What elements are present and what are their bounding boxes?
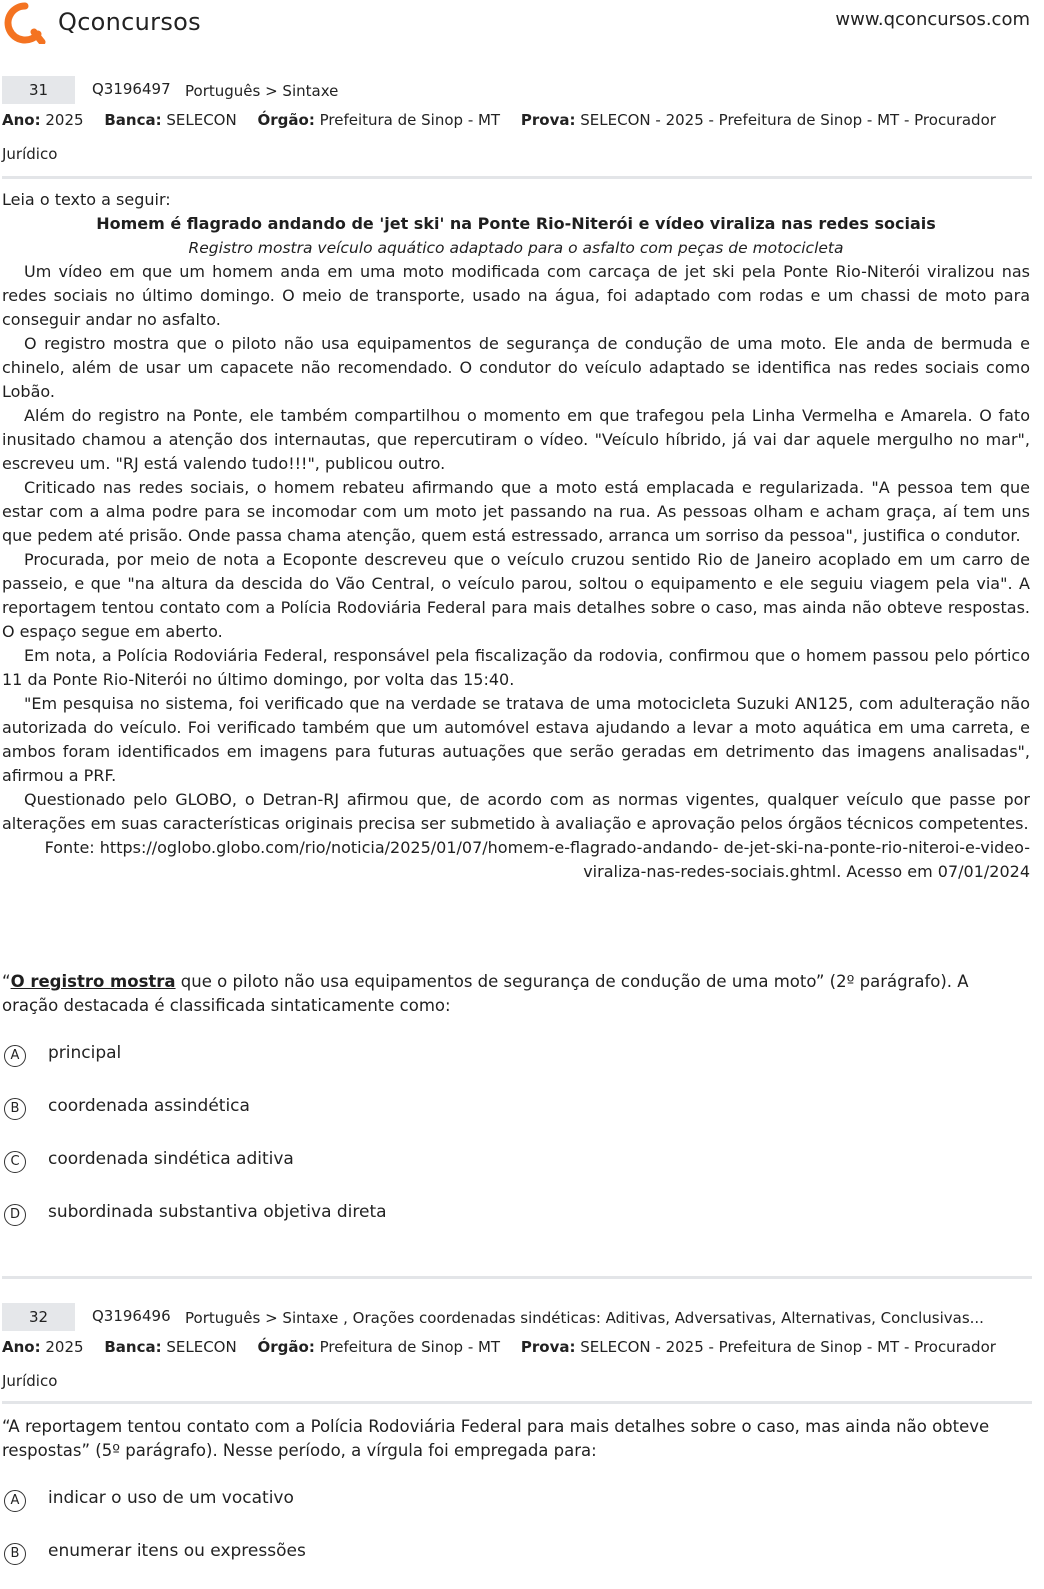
article-paragraph: Além do registro na Ponte, ele também compartilhou o momento em que trafegou pela Linha Vermelha e Amarela. O fato inusitado chamou a atenção dos internautas, que repercutiram o vídeo. "Veículo híbrido, já vai dar aquele mergulho no mar", escreveu um. "RJ está valendo tudo!!!", publicou outro. (2, 406, 1030, 473)
answer-option-d[interactable] (2, 1202, 602, 1228)
option-letter-d[interactable]: D (4, 1204, 26, 1226)
question-header (0, 76, 1034, 176)
article-title: Homem é flagrado andando de 'jet ski' na Ponte Rio-Niterói e vídeo viraliza nas redes sociais (96, 214, 936, 233)
question-id[interactable]: Q3196497 (92, 80, 171, 98)
article-subtitle: Registro mostra veículo aquático adaptado para o asfalto com peças de motocicleta (188, 239, 844, 257)
article-paragraph: O registro mostra que o piloto não usa equipamentos de segurança de condução de uma moto. Ele anda de bermuda e chinelo, além de usar um capacete não recomendado. O condutor do veículo adaptado se identifica nas redes sociais como Lobão. (2, 334, 1030, 401)
option-text[interactable]: coordenada sindética aditiva (48, 1149, 294, 1169)
question-number: 31 (2, 76, 75, 104)
option-text[interactable]: principal (48, 1043, 122, 1063)
option-text[interactable]: indicar o uso de um vocativo (48, 1488, 294, 1508)
option-text[interactable]: subordinada substantiva objetiva direta (48, 1202, 387, 1222)
meta-orgao: Prefeitura de Sinop - MT (319, 1338, 501, 1356)
meta-banca: SELECON (166, 1338, 237, 1356)
divider (2, 176, 1032, 179)
answer-option-a[interactable] (2, 1488, 602, 1514)
option-text[interactable]: enumerar itens ou expressões (48, 1541, 306, 1561)
answer-option-c[interactable] (2, 1149, 602, 1175)
reading-text (2, 188, 1030, 884)
meta-ano: 2025 (45, 1338, 84, 1356)
article-paragraph: Em nota, a Polícia Rodoviária Federal, responsável pela fiscalização da rodovia, confirmou que o homem passou pelo pórtico 11 da Ponte Rio-Niterói no último domingo, por volta das 15:40. (2, 646, 1030, 689)
article-paragraph: Procurada, por meio de nota a Ecoponte descreveu que o veículo cruzou sentido Rio de Janeiro acoplado em um carro de passeio, e que "na altura da descida do Vão Central, o veículo parou, soltou o equipamento e ele seguiu viagem pela via". A reportagem tentou contato com a Polícia Rodoviária Federal para mais detalhes sobre o caso, mas ainda não obteve respostas. O espaço segue em aberto. (2, 550, 1030, 641)
question-meta: Ano: 2025 Banca: SELECON Órgão: Prefeitura de Sinop - MT Prova: SELECON - 2025 - Prefeitura de Sinop - MT - Procurador (2, 111, 996, 129)
question-id[interactable]: Q3196496 (92, 1307, 171, 1325)
option-letter-a[interactable]: A (4, 1490, 26, 1512)
option-letter-c[interactable]: C (4, 1151, 26, 1173)
question-category: Português > Sintaxe (185, 82, 339, 100)
meta-prova-continued: Jurídico (2, 145, 58, 163)
option-letter-b[interactable]: B (4, 1098, 26, 1120)
meta-ano: 2025 (45, 111, 84, 129)
question-category: Português > Sintaxe , Orações coordenadas sindéticas: Aditivas, Adversativas, Alternativas, Conclusivas... (185, 1309, 984, 1327)
article-paragraph: Um vídeo em que um homem anda em uma moto modificada com carcaça de jet ski pela Ponte Rio-Niterói viralizou nas redes sociais no último domingo. O meio de transporte, usado na água, foi adaptado com rodas e um chassi de moto para conseguir andar no asfalto. (2, 262, 1030, 329)
option-letter-b[interactable]: B (4, 1543, 26, 1565)
article-paragraph: Criticado nas redes sociais, o homem rebateu afirmando que a moto está emplacada e regularizada. "A pessoa tem que estar com a alma podre para se incomodar com um moto jet passando na rua. As pessoas olham e acham graça, aí tem uns que pedem até prisão. Onde passa chama atenção, quem está estressado, arranca um sorriso da pessoa", justifica o condutor. (2, 478, 1030, 545)
question-stem: “A reportagem tentou contato com a Polícia Rodoviária Federal para mais detalhes sobre o caso, mas ainda não obteve respostas” (5º parágrafo). Nesse período, a vírgula foi empregada para: (2, 1417, 990, 1460)
option-text[interactable]: coordenada assindética (48, 1096, 250, 1116)
logo-text[interactable]: Qconcursos (58, 8, 201, 36)
meta-prova: SELECON - 2025 - Prefeitura de Sinop - MT - Procurador (580, 1338, 996, 1356)
text-intro: Leia o texto a seguir: (2, 190, 171, 209)
qconcursos-logo-icon (4, 2, 46, 44)
option-letter-a[interactable]: A (4, 1045, 26, 1067)
meta-banca: SELECON (166, 111, 237, 129)
answer-option-b[interactable] (2, 1541, 602, 1567)
meta-prova: SELECON - 2025 - Prefeitura de Sinop - MT - Procurador (580, 111, 996, 129)
question-meta: Ano: 2025 Banca: SELECON Órgão: Prefeitura de Sinop - MT Prova: SELECON - 2025 - Prefeitura de Sinop - MT - Procurador (2, 1338, 996, 1356)
divider (2, 1401, 1032, 1404)
answer-option-b[interactable] (2, 1096, 602, 1122)
article-paragraph: Questionado pelo GLOBO, o Detran-RJ afirmou que, de acordo com as normas vigentes, qualquer veículo que passe por alterações em suas características originais precisa ser submetido à avaliação e aprovação pelos órgãos técnicos competentes. (2, 790, 1030, 833)
answer-option-a[interactable] (2, 1043, 602, 1069)
divider (2, 1276, 1032, 1279)
article-paragraph: "Em pesquisa no sistema, foi verificado que na verdade se tratava de uma motocicleta Suzuki AN125, com adulteração não autorizada do veículo. Foi verificado também que um automóvel estava ajudando a levar a moto aquática em uma carreta, e ambos foram identificados em imagens para futuras autuações que serão geradas em detrimento das imagens analisadas", afirmou a PRF. (2, 694, 1030, 785)
site-url[interactable]: www.qconcursos.com (835, 9, 1030, 30)
question-number: 32 (2, 1303, 75, 1331)
meta-prova-continued: Jurídico (2, 1372, 58, 1390)
question-stem: “O registro mostra que o piloto não usa equipamentos de segurança de condução de uma moto” (2º parágrafo). A oração destacada é classificada sintaticamente como: (2, 972, 969, 1015)
stem-highlight: O registro mostra (10, 972, 176, 991)
meta-orgao: Prefeitura de Sinop - MT (319, 111, 501, 129)
article-source: Fonte: https://oglobo.globo.com/rio/noticia/2025/01/07/homem-e-flagrado-andando- de-jet-ski-na-ponte-rio-niteroi-e-video-viraliza-nas-redes-sociais.ghtml. Acesso em 07/01/2024 (44, 838, 1030, 881)
question-header (0, 1303, 1034, 1401)
page-header (0, 0, 1044, 50)
